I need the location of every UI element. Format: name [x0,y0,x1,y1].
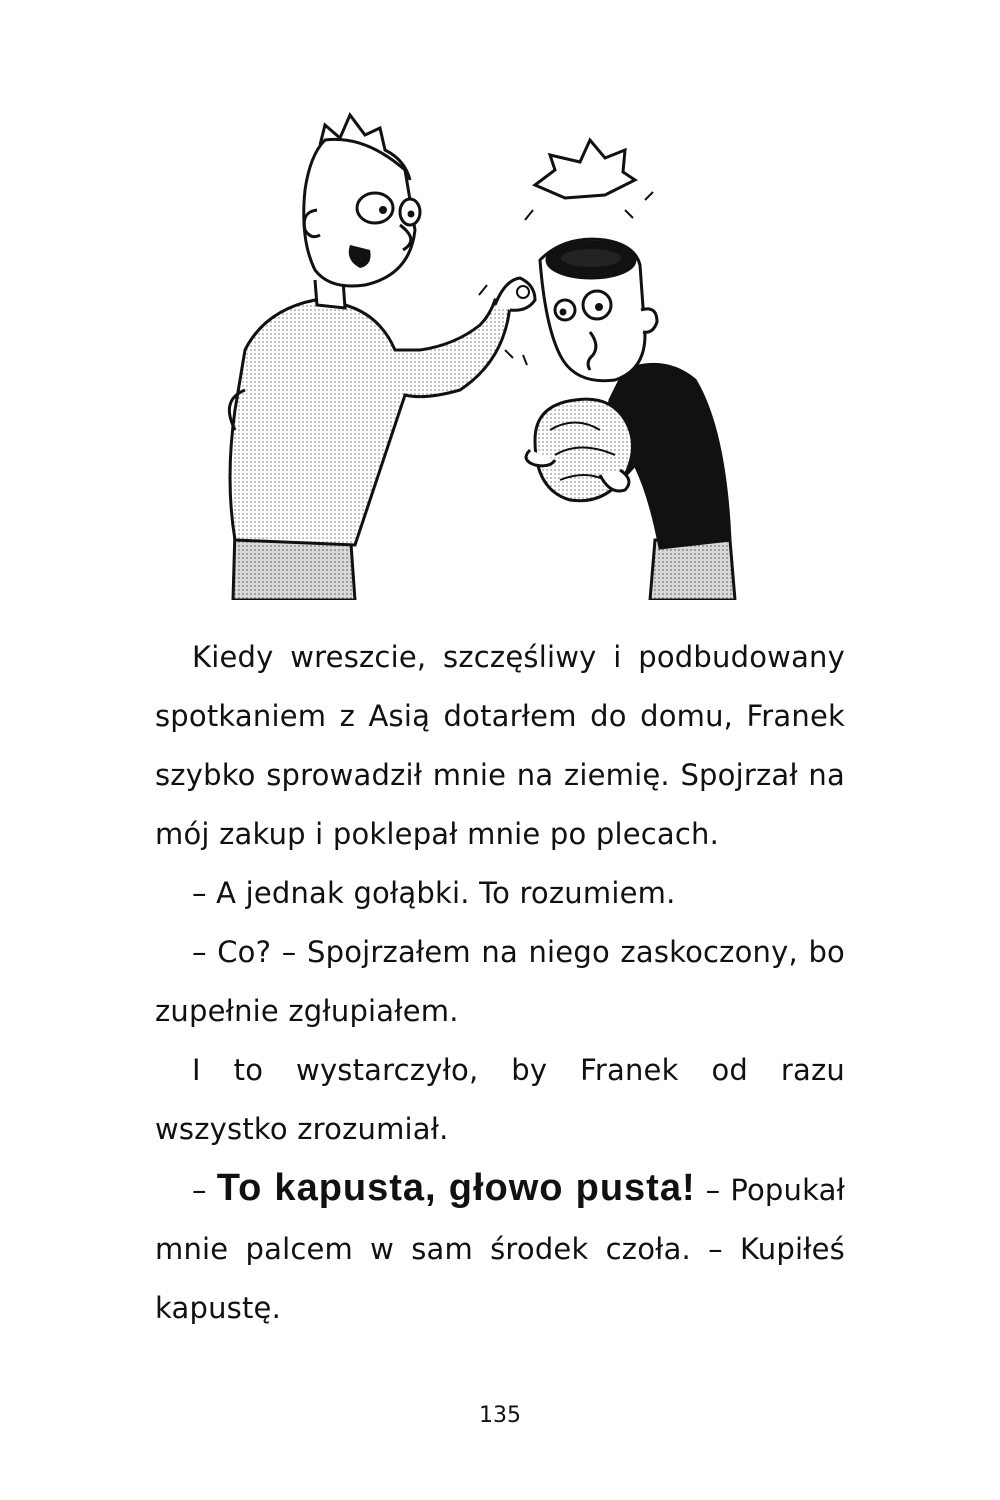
page-number: 135 [479,1403,521,1428]
story-text [155,628,845,1338]
tall-boy-shirt [230,300,510,545]
paragraph-2: – A jednak gołąbki. To rozumiem. [192,876,676,910]
paragraph-4: I to wystarczyło, by Franek od razu wszystko zrozumiał. [155,1053,845,1146]
two-boys-cabbage-illustration-icon [205,100,745,600]
shout-paragraph [155,1159,845,1338]
shout-dash-before: – [192,1173,207,1207]
shout-dash-after: – [705,1173,721,1207]
paragraph-3: – Co? – Spojrzałem na niego zaskoczony, bo zupełnie zgłupiałem. [155,935,845,1028]
shout-text: To kapusta, głowo pusta! [216,1167,696,1209]
paragraph-1: Kiedy wreszcie, szczęśliwy i podbudowany spotkaniem z Asią dotarłem do domu, Franek szybko sprowadził mnie na ziemię. Spojrzał na mój zakup i poklepał mnie po plecach. [155,640,845,851]
shout-rest: Popukał mnie palcem w sam środek czoła. – Kupiłeś kapustę. [155,1173,846,1325]
